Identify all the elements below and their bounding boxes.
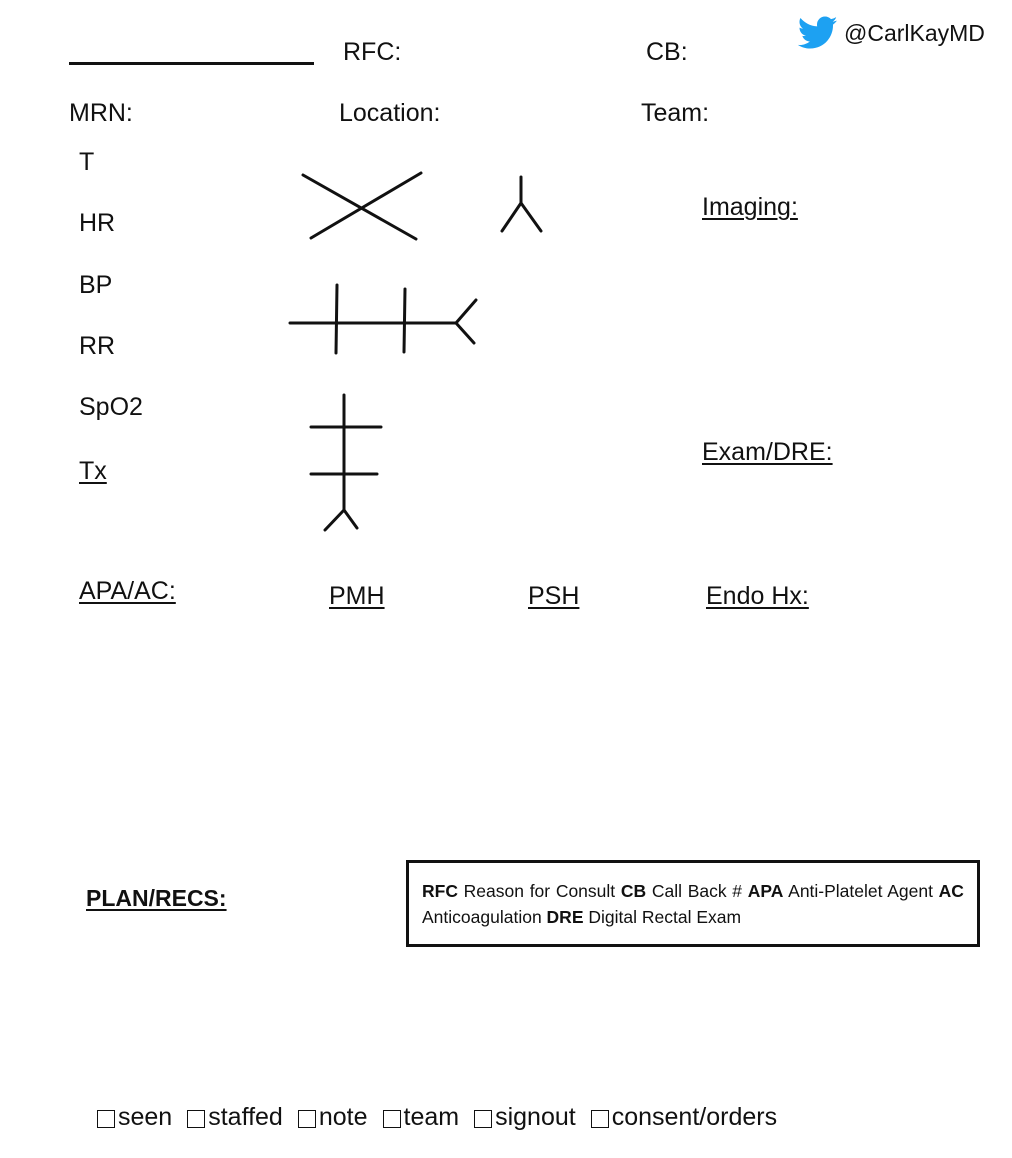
rfc-label: RFC: — [343, 38, 402, 66]
lft-skeleton-diagram — [311, 395, 381, 530]
legend-abbr: CB — [620, 881, 647, 901]
checkbox-icon[interactable] — [383, 1110, 401, 1128]
location-label: Location: — [339, 99, 441, 127]
checkbox-team[interactable] — [383, 1103, 460, 1132]
checkbox-label: staffed — [208, 1103, 283, 1131]
vital-temperature: T — [79, 148, 95, 176]
checkbox-label: consent/orders — [611, 1103, 778, 1131]
legend-abbr: RFC — [422, 881, 458, 901]
psh-heading: PSH — [528, 582, 580, 610]
checkbox-icon[interactable] — [474, 1110, 492, 1128]
legend-meaning: Reason for Consult — [463, 881, 616, 901]
chem-fishbone-diagram — [290, 285, 476, 353]
checkbox-icon[interactable] — [591, 1110, 609, 1128]
legend-meaning: Call Back # — [651, 881, 743, 901]
cbc-skeleton-diagram — [303, 173, 421, 239]
checkbox-label: signout — [495, 1103, 576, 1131]
legend-meaning: Anticoagulation — [422, 907, 542, 927]
endo-hx-heading: Endo Hx: — [706, 582, 809, 610]
task-checklist — [97, 1103, 777, 1132]
abbreviation-legend — [406, 860, 980, 947]
vital-spo2: SpO2 — [79, 393, 143, 421]
checkbox-consent-orders[interactable] — [591, 1103, 777, 1132]
mrn-label: MRN: — [69, 99, 133, 127]
legend-abbr: APA — [747, 881, 784, 901]
vital-resp-rate: RR — [79, 332, 116, 360]
checkbox-label: note — [318, 1103, 368, 1131]
treatment-label: Tx — [79, 457, 107, 485]
twitter-handle-text: @CarlKayMD — [844, 19, 985, 46]
imaging-heading: Imaging: — [702, 193, 798, 221]
legend-meaning: Anti-Platelet Agent — [788, 881, 933, 901]
plan-recs-heading: PLAN/RECS: — [86, 885, 227, 911]
checkbox-icon[interactable] — [298, 1110, 316, 1128]
checkbox-seen[interactable] — [97, 1103, 172, 1132]
vital-heart-rate: HR — [79, 209, 116, 237]
checkbox-icon[interactable] — [187, 1110, 205, 1128]
checkbox-note[interactable] — [298, 1103, 368, 1132]
checkbox-staffed[interactable] — [187, 1103, 283, 1132]
vital-blood-pressure: BP — [79, 271, 113, 299]
team-label: Team: — [641, 99, 710, 127]
cb-label: CB: — [646, 38, 688, 66]
apa-ac-heading: APA/AC: — [79, 577, 176, 605]
checkbox-signout[interactable] — [474, 1103, 576, 1132]
checkbox-label: team — [403, 1103, 460, 1131]
coag-branch-diagram — [502, 177, 541, 231]
exam-dre-heading: Exam/DRE: — [702, 438, 833, 466]
checkbox-label: seen — [118, 1103, 173, 1131]
legend-abbr: DRE — [546, 907, 584, 927]
checkbox-icon[interactable] — [97, 1110, 115, 1128]
legend-abbr: AC — [938, 881, 964, 901]
legend-meaning: Digital Rectal Exam — [588, 907, 742, 927]
pmh-heading: PMH — [329, 582, 385, 610]
